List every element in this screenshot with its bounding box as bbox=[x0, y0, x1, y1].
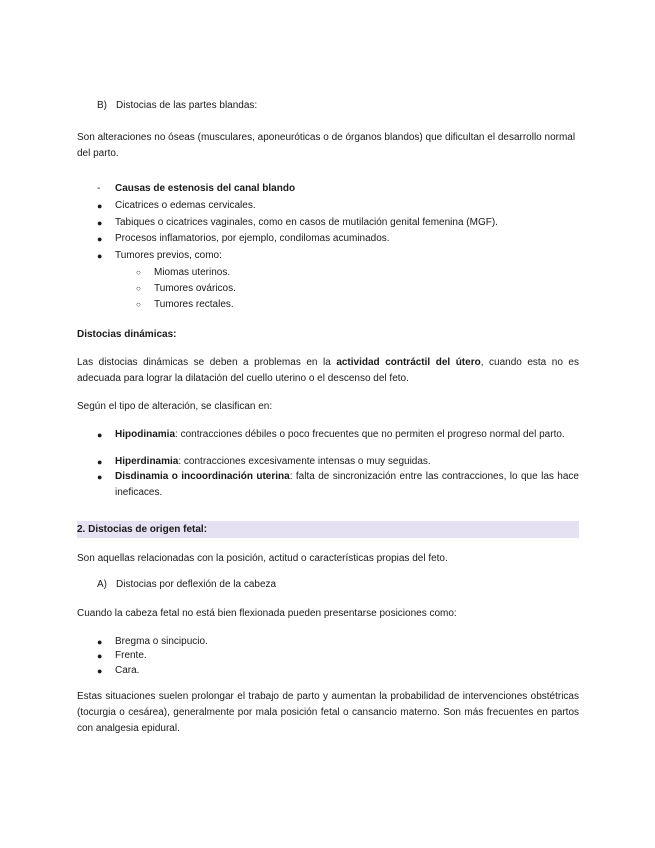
dynamic-paragraph bbox=[77, 355, 579, 387]
list-item bbox=[97, 469, 579, 501]
term-description: : contracciones débiles o poco frecuentes que no permiten el progreso normal del parto. bbox=[175, 429, 565, 440]
bullet-marker: ● bbox=[97, 218, 103, 228]
section-highlight-bar bbox=[77, 521, 579, 538]
sub-list-item-text: Tumores rectales. bbox=[154, 299, 234, 310]
dash-marker: - bbox=[97, 183, 101, 194]
causes-heading: Causas de estenosis del canal blando bbox=[115, 183, 296, 194]
section-b-heading bbox=[97, 100, 257, 111]
fetal-heading: 2. Distocias de origen fetal: bbox=[77, 524, 208, 535]
subsection-a-heading bbox=[97, 579, 276, 590]
circle-marker: ○ bbox=[136, 268, 141, 277]
list-item bbox=[97, 427, 579, 443]
bullet-marker: ● bbox=[97, 637, 103, 647]
term: Hiperdinamia bbox=[115, 456, 179, 467]
term-description: : falta de sincronización entre las contracciones, lo que las hace ineficaces. bbox=[115, 471, 579, 498]
list-item bbox=[97, 454, 579, 470]
term: Hipodinamia bbox=[115, 429, 176, 440]
bullet-marker: ● bbox=[97, 201, 103, 211]
section-b-intro: Son alteraciones no óseas (musculares, aponeuróticas o de órganos blandos) que dificultan el desarrollo normal del parto. bbox=[77, 132, 576, 159]
subsection-a-letter: A) bbox=[97, 579, 107, 590]
bullet-marker: ● bbox=[97, 472, 103, 482]
list-item bbox=[97, 215, 579, 231]
sub-list-item-text: Tumores ováricos. bbox=[154, 283, 236, 294]
subsection-a-title: Distocias por deflexión de la cabeza bbox=[116, 579, 277, 590]
circle-marker: ○ bbox=[136, 284, 141, 293]
bullet-marker: ● bbox=[97, 457, 103, 467]
sub-list-item bbox=[136, 281, 236, 297]
section-b-title: Distocias de las partes blandas: bbox=[116, 100, 258, 111]
causes-heading-item bbox=[97, 181, 579, 197]
dynamic-paragraph-start: Las distocias dinámicas se deben a problemas en la bbox=[77, 357, 337, 368]
section-b-letter: B) bbox=[97, 100, 107, 111]
list-item bbox=[97, 648, 579, 664]
list-item bbox=[97, 248, 579, 264]
term: Disdinamia o incoordinación uterina bbox=[115, 471, 290, 482]
circle-marker: ○ bbox=[136, 300, 141, 309]
list-item-text: Tumores previos, como: bbox=[115, 250, 222, 261]
sub-list-item bbox=[136, 265, 230, 281]
list-item-text: Frente. bbox=[115, 650, 147, 661]
term-description: : contracciones excesivamente intensas o muy seguidas. bbox=[178, 456, 431, 467]
closing-paragraph: Estas situaciones suelen prolongar el trabajo de parto y aumentan la probabilidad de intervenciones obstétricas (tocurgia o cesárea), generalmente por mala posición fetal o cansancio materno. Son más frecuentes en partos con analgesia epidural. bbox=[77, 691, 579, 734]
list-item-text: Procesos inflamatorios, por ejemplo, condilomas acuminados. bbox=[115, 233, 390, 244]
dynamic-paragraph-end: , cuando esta no es adecuada para lograr la dilatación del cuello uterino o el descenso del feto. bbox=[77, 357, 579, 384]
list-item bbox=[97, 231, 579, 247]
list-item-text bbox=[115, 454, 579, 470]
fetal-intro: Son aquellas relacionadas con la posición, actitud o características propias del feto. bbox=[77, 553, 448, 564]
list-item-text bbox=[115, 469, 579, 501]
dynamic-heading: Distocias dinámicas: bbox=[77, 329, 177, 340]
bullet-marker: ● bbox=[97, 666, 103, 676]
list-item-text: Cicatrices o edemas cervicales. bbox=[115, 200, 256, 211]
bullet-marker: ● bbox=[97, 651, 103, 661]
list-item bbox=[97, 198, 579, 214]
list-item-text: Tabiques o cicatrices vaginales, como en casos de mutilación genital femenina (MGF). bbox=[115, 217, 498, 228]
list-item-text bbox=[115, 427, 579, 443]
bullet-marker: ● bbox=[97, 234, 103, 244]
sub-list-item bbox=[136, 297, 234, 313]
list-item bbox=[97, 663, 579, 679]
bullet-marker: ● bbox=[97, 251, 103, 261]
dynamic-paragraph-emphasis: actividad contráctil del útero bbox=[336, 357, 481, 368]
list-item-text: Cara. bbox=[115, 665, 140, 676]
classify-paragraph: Según el tipo de alteración, se clasifican en: bbox=[77, 401, 273, 412]
bullet-marker: ● bbox=[97, 430, 103, 440]
list-item-text: Bregma o sincipucio. bbox=[115, 636, 208, 647]
fetal-paragraph: Cuando la cabeza fetal no está bien flexionada pueden presentarse posiciones como: bbox=[77, 608, 457, 619]
sub-list-item-text: Miomas uterinos. bbox=[154, 267, 231, 278]
